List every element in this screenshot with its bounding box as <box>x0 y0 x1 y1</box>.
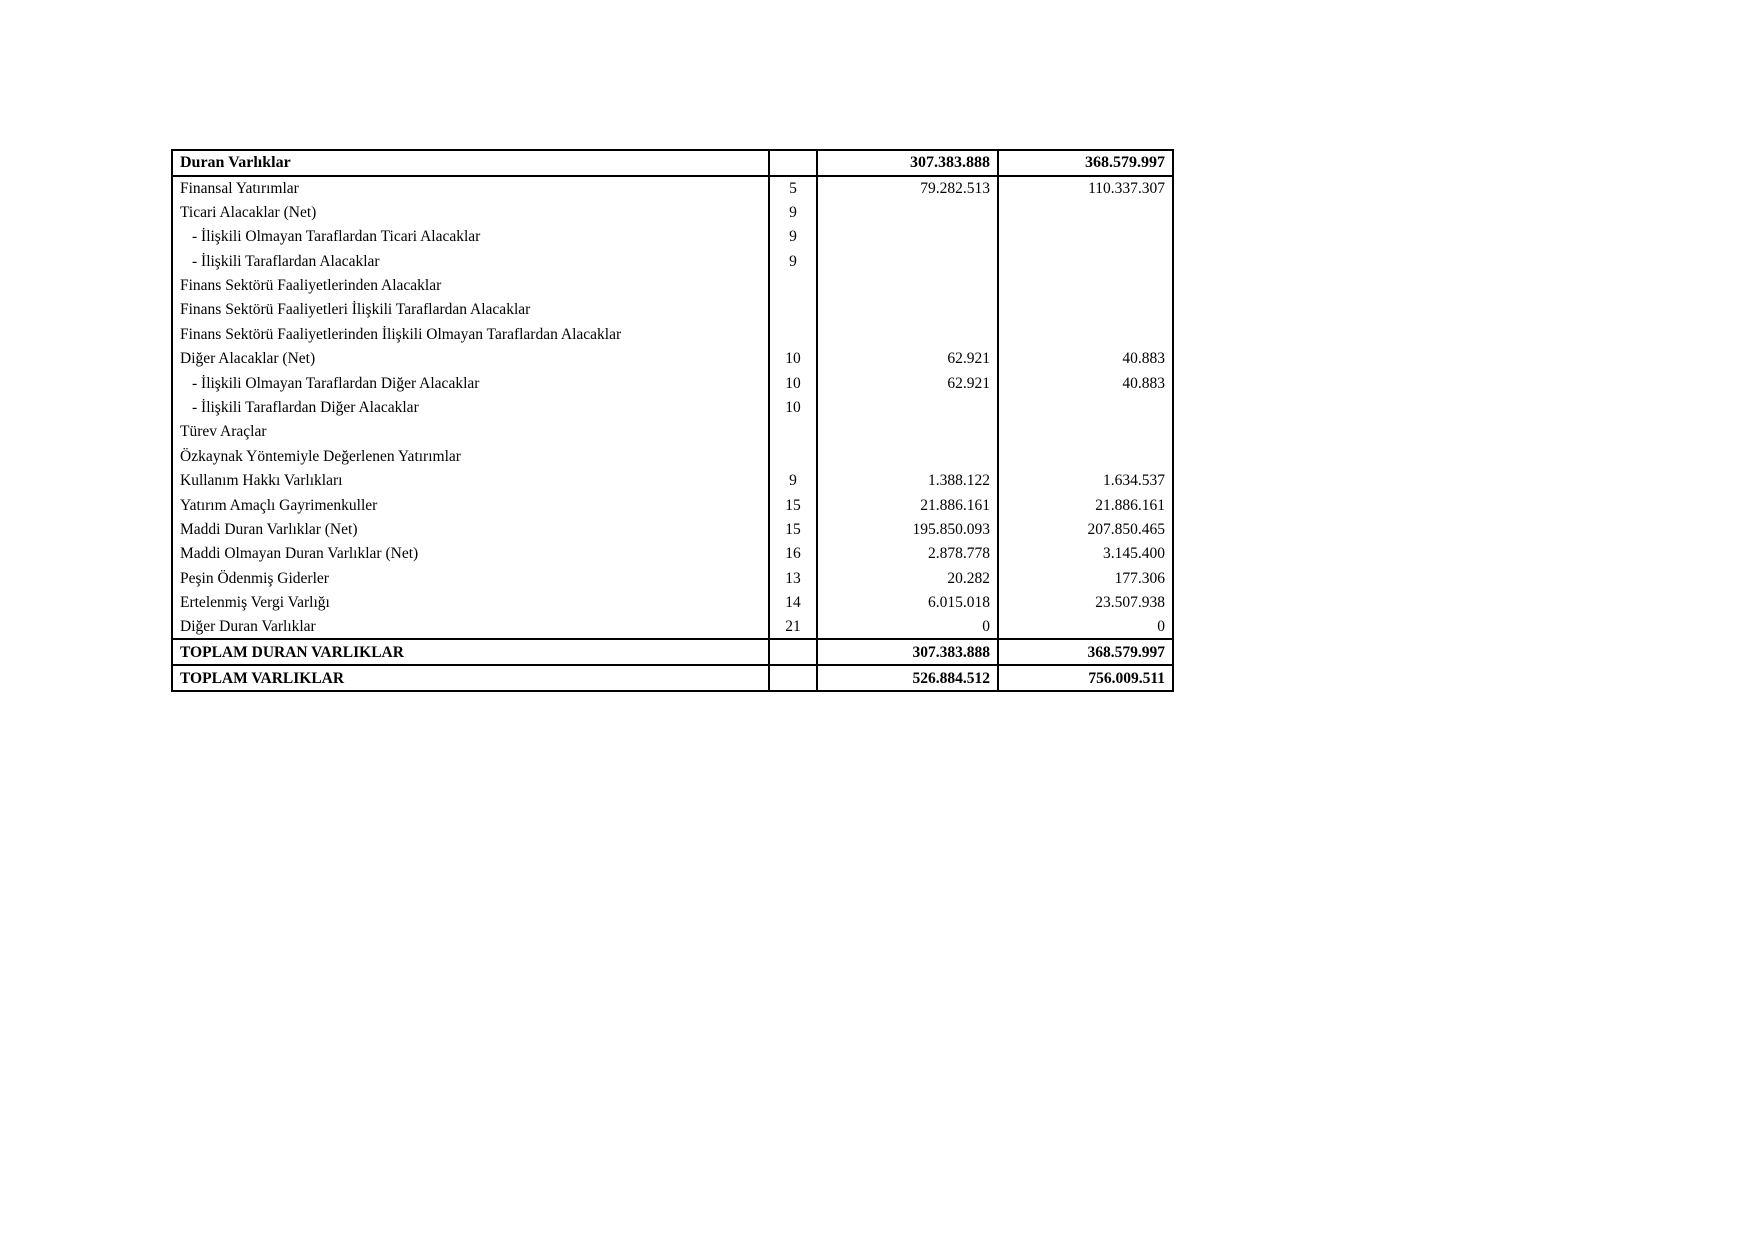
table-row <box>172 566 1173 590</box>
table-row <box>172 322 1173 346</box>
row-note: 9 <box>769 469 817 493</box>
section-header-label: Duran Varlıklar <box>172 150 769 176</box>
row-prior-value <box>998 444 1173 468</box>
row-current-value <box>817 298 998 322</box>
row-note <box>769 639 817 665</box>
row-prior-value: 0 <box>998 615 1173 639</box>
row-prior-value: 110.337.307 <box>998 176 1173 200</box>
table-row <box>172 249 1173 273</box>
row-note: 9 <box>769 249 817 273</box>
row-current-value: 21.886.161 <box>817 493 998 517</box>
row-note: 9 <box>769 225 817 249</box>
row-label: Türev Araçlar <box>172 420 769 444</box>
section-header-current-value: 307.383.888 <box>817 150 998 176</box>
row-note: 10 <box>769 371 817 395</box>
row-current-value <box>817 200 998 224</box>
row-current-value <box>817 322 998 346</box>
section-header-row <box>172 150 1173 176</box>
row-current-value: 79.282.513 <box>817 176 998 200</box>
row-note <box>769 274 817 298</box>
row-note: 14 <box>769 591 817 615</box>
row-label: Maddi Olmayan Duran Varlıklar (Net) <box>172 542 769 566</box>
table-row <box>172 493 1173 517</box>
table-row <box>172 542 1173 566</box>
row-label: Özkaynak Yöntemiyle Değerlenen Yatırımlar <box>172 444 769 468</box>
row-label: Ertelenmiş Vergi Varlığı <box>172 591 769 615</box>
row-note <box>769 322 817 346</box>
row-prior-value <box>998 249 1173 273</box>
row-note: 10 <box>769 347 817 371</box>
row-prior-value: 207.850.465 <box>998 517 1173 541</box>
row-current-value: 526.884.512 <box>817 665 998 691</box>
row-label: Peşin Ödenmiş Giderler <box>172 566 769 590</box>
row-prior-value: 177.306 <box>998 566 1173 590</box>
row-prior-value: 21.886.161 <box>998 493 1173 517</box>
row-note: 9 <box>769 200 817 224</box>
row-prior-value: 1.634.537 <box>998 469 1173 493</box>
row-prior-value: 23.507.938 <box>998 591 1173 615</box>
row-current-value: 62.921 <box>817 347 998 371</box>
table-row <box>172 274 1173 298</box>
row-current-value <box>817 225 998 249</box>
row-label: Diğer Alacaklar (Net) <box>172 347 769 371</box>
row-label: - İlişkili Taraflardan Diğer Alacaklar <box>172 396 769 420</box>
row-note: 13 <box>769 566 817 590</box>
row-current-value <box>817 274 998 298</box>
row-label: Finans Sektörü Faaliyetlerinden Alacaklar <box>172 274 769 298</box>
row-label: Finans Sektörü Faaliyetlerinden İlişkili Olmayan Taraflardan Alacaklar <box>172 322 769 346</box>
row-current-value: 1.388.122 <box>817 469 998 493</box>
table-row <box>172 517 1173 541</box>
table-row <box>172 176 1173 200</box>
table-row <box>172 469 1173 493</box>
row-prior-value <box>998 298 1173 322</box>
row-label: Kullanım Hakkı Varlıkları <box>172 469 769 493</box>
row-current-value: 0 <box>817 615 998 639</box>
table-row <box>172 200 1173 224</box>
row-note: 15 <box>769 493 817 517</box>
row-note: 5 <box>769 176 817 200</box>
row-prior-value <box>998 322 1173 346</box>
row-label: - İlişkili Olmayan Taraflardan Diğer Alacaklar <box>172 371 769 395</box>
table-row <box>172 420 1173 444</box>
row-label: - İlişkili Taraflardan Alacaklar <box>172 249 769 273</box>
row-prior-value: 40.883 <box>998 347 1173 371</box>
row-current-value: 2.878.778 <box>817 542 998 566</box>
row-label: TOPLAM VARLIKLAR <box>172 665 769 691</box>
row-current-value: 195.850.093 <box>817 517 998 541</box>
row-note: 15 <box>769 517 817 541</box>
section-header-prior-value: 368.579.997 <box>998 150 1173 176</box>
row-note <box>769 298 817 322</box>
table-row <box>172 225 1173 249</box>
table-row <box>172 444 1173 468</box>
row-label: - İlişkili Olmayan Taraflardan Ticari Alacaklar <box>172 225 769 249</box>
row-prior-value <box>998 200 1173 224</box>
balance-sheet-table <box>171 149 1174 692</box>
row-current-value: 62.921 <box>817 371 998 395</box>
row-prior-value <box>998 396 1173 420</box>
row-note <box>769 444 817 468</box>
row-note: 10 <box>769 396 817 420</box>
row-current-value <box>817 444 998 468</box>
row-note <box>769 420 817 444</box>
section-header-note <box>769 150 817 176</box>
row-prior-value <box>998 225 1173 249</box>
row-note <box>769 665 817 691</box>
row-label: Ticari Alacaklar (Net) <box>172 200 769 224</box>
row-current-value: 307.383.888 <box>817 639 998 665</box>
row-label: Maddi Duran Varlıklar (Net) <box>172 517 769 541</box>
row-current-value <box>817 396 998 420</box>
row-current-value: 20.282 <box>817 566 998 590</box>
total-row <box>172 665 1173 691</box>
row-note: 21 <box>769 615 817 639</box>
table-row <box>172 615 1173 639</box>
table-row <box>172 396 1173 420</box>
row-current-value <box>817 249 998 273</box>
table-row <box>172 371 1173 395</box>
row-current-value <box>817 420 998 444</box>
total-row <box>172 639 1173 665</box>
row-prior-value <box>998 274 1173 298</box>
row-prior-value: 3.145.400 <box>998 542 1173 566</box>
table-row <box>172 298 1173 322</box>
row-prior-value: 368.579.997 <box>998 639 1173 665</box>
table-row <box>172 591 1173 615</box>
row-label: Yatırım Amaçlı Gayrimenkuller <box>172 493 769 517</box>
row-label: Finansal Yatırımlar <box>172 176 769 200</box>
row-note: 16 <box>769 542 817 566</box>
table-row <box>172 347 1173 371</box>
row-current-value: 6.015.018 <box>817 591 998 615</box>
row-label: Finans Sektörü Faaliyetleri İlişkili Taraflardan Alacaklar <box>172 298 769 322</box>
row-prior-value: 40.883 <box>998 371 1173 395</box>
row-prior-value <box>998 420 1173 444</box>
row-prior-value: 756.009.511 <box>998 665 1173 691</box>
row-label: Diğer Duran Varlıklar <box>172 615 769 639</box>
row-label: TOPLAM DURAN VARLIKLAR <box>172 639 769 665</box>
